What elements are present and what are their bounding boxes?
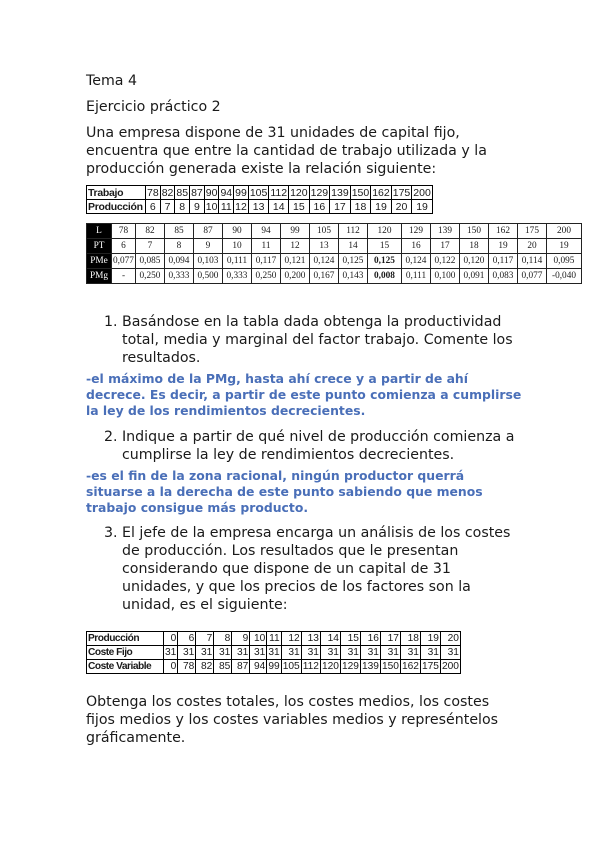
table-cell: 9 xyxy=(194,239,223,254)
table-cell: 0,124 xyxy=(402,254,431,269)
table-cell: 90 xyxy=(205,186,218,199)
text-line: considerando que dispone de un capital de 31 xyxy=(122,561,451,577)
table-cell: 11 xyxy=(220,200,232,213)
table-cell: 31 xyxy=(214,646,232,660)
table-cell: 17 xyxy=(380,632,400,646)
table-cell: 0,200 xyxy=(281,269,310,284)
table-cell: 12 xyxy=(281,632,301,646)
table-cell: 16 xyxy=(402,239,431,254)
table-cell: 0,167 xyxy=(310,269,339,284)
table-cell: 20 xyxy=(440,632,460,646)
table-cell: 82 xyxy=(161,186,174,199)
text-line: El jefe de la empresa encarga un análisis de los costes xyxy=(122,525,511,541)
table-cell: 16 xyxy=(309,200,330,214)
table-cell: 15 xyxy=(289,200,310,214)
table-cell: 31 xyxy=(178,646,196,660)
row-header: Trabajo xyxy=(87,186,146,200)
table-cell: 19 xyxy=(371,200,392,214)
table-cell: 0,122 xyxy=(431,254,460,269)
table-cell: 0,083 xyxy=(489,269,518,284)
text-line: Una empresa dispone de 31 unidades de capital fijo, xyxy=(86,125,460,141)
table-cell: 162 xyxy=(489,224,518,239)
table-cell: 15 xyxy=(340,632,360,646)
table-cell: 85 xyxy=(214,660,232,674)
table-cell: 78 xyxy=(147,186,159,199)
table-cell: 175 xyxy=(518,224,547,239)
table-cell: -0,040 xyxy=(547,269,582,284)
table-row xyxy=(87,186,433,200)
table-cell: 200 xyxy=(547,224,582,239)
table-cell: 7 xyxy=(160,200,175,214)
table-cell: 6 xyxy=(112,239,136,254)
table-cell: 99 xyxy=(281,224,310,239)
table-cell: 129 xyxy=(310,186,329,199)
row-header: L xyxy=(87,224,112,239)
table-cell: 82 xyxy=(136,224,165,239)
table-cell: 150 xyxy=(460,224,489,239)
table-cell: 10 xyxy=(205,200,218,213)
table-row xyxy=(87,239,582,254)
table-cell: 200 xyxy=(441,661,459,672)
table-cell: 85 xyxy=(176,186,189,199)
table-cell: 31 xyxy=(268,647,280,658)
table-cell: 0,100 xyxy=(431,269,460,284)
table-cell: 78 xyxy=(112,224,136,239)
question-number: 1. xyxy=(104,314,118,330)
question-number: 2. xyxy=(104,429,118,445)
table-cell: 94 xyxy=(252,224,281,239)
table-cell: 0,111 xyxy=(402,269,431,284)
table-row xyxy=(87,254,582,269)
question-2 xyxy=(104,428,524,464)
table-cell: 0,333 xyxy=(223,269,252,284)
text-line: situarse a la derecha de este punto sabiendo que menos xyxy=(86,484,483,499)
table-cell: 120 xyxy=(290,186,308,199)
closing-paragraph xyxy=(86,693,498,747)
table-cell: 129 xyxy=(402,224,431,239)
table-cell: 31 xyxy=(400,646,420,660)
table-cell: 31 xyxy=(320,646,340,660)
table-cell: 0,091 xyxy=(460,269,489,284)
table-cell: 0 xyxy=(164,632,178,646)
text-line: gráficamente. xyxy=(86,730,186,746)
table-cell: 14 xyxy=(320,632,340,646)
table-cell: 13 xyxy=(248,200,269,214)
table-cell: 31 xyxy=(301,646,320,660)
row-header: Producción xyxy=(87,200,146,214)
table-cell: 9 xyxy=(232,632,250,646)
table-cell: 10 xyxy=(223,239,252,254)
table-cell: 31 xyxy=(232,646,250,660)
question-3 xyxy=(104,524,524,614)
table-cell: 14 xyxy=(339,239,368,254)
table-cell: 0,124 xyxy=(310,254,339,269)
table-cell: 6 xyxy=(146,200,161,214)
table-cell: 105 xyxy=(310,224,339,239)
text-line: Obtenga los costes totales, los costes medios, los costes xyxy=(86,694,490,710)
table-cell: 175 xyxy=(421,661,439,672)
table-cell: 11 xyxy=(267,632,281,646)
table-cell: 0,333 xyxy=(165,269,194,284)
table-cell: 0,094 xyxy=(165,254,194,269)
table-cell: 14 xyxy=(269,200,289,214)
table-cell: 0,500 xyxy=(194,269,223,284)
table-cell: 0,111 xyxy=(223,254,252,269)
table-cell: 8 xyxy=(165,239,194,254)
table-cell: 31 xyxy=(196,646,214,660)
work-production-table xyxy=(86,185,433,214)
table-cell: 12 xyxy=(281,239,310,254)
text-line: Basándose en la tabla dada obtenga la productividad xyxy=(122,314,502,330)
answer-2 xyxy=(86,468,483,516)
table-cell: 7 xyxy=(196,632,214,646)
table-cell: 0,095 xyxy=(547,254,582,269)
text-line: fijos medios y los costes variables medios y represéntelos xyxy=(86,712,499,728)
table-cell: 31 xyxy=(440,646,460,660)
text-line: trabajo consigue más producto. xyxy=(86,500,309,515)
table-cell: 31 xyxy=(281,646,301,660)
text-line: encuentra que entre la cantidad de trabajo utilizada y la xyxy=(86,143,487,159)
table-cell: 78 xyxy=(178,660,196,674)
table-cell: 0,120 xyxy=(460,254,489,269)
table-cell: 31 xyxy=(340,646,360,660)
table-cell: 129 xyxy=(341,661,359,672)
topic-title: Tema 4 xyxy=(86,73,138,89)
table-cell: 112 xyxy=(270,186,288,199)
table-cell: 18 xyxy=(350,200,371,214)
table-cell: 99 xyxy=(268,661,280,672)
table-cell: 112 xyxy=(339,224,368,239)
text-line: resultados. xyxy=(122,350,201,366)
table-cell: 139 xyxy=(431,224,460,239)
table-cell: 0,085 xyxy=(136,254,165,269)
table-cell: 162 xyxy=(372,186,390,199)
table-cell: 16 xyxy=(360,632,380,646)
table-cell: 120 xyxy=(368,224,402,239)
table-row xyxy=(87,200,433,214)
table-cell: 139 xyxy=(331,186,349,199)
table-cell: 0,117 xyxy=(489,254,518,269)
row-header: Coste Variable xyxy=(87,660,164,674)
table-cell: 8 xyxy=(214,632,232,646)
table-cell: 17 xyxy=(431,239,460,254)
table-cell: 0,103 xyxy=(194,254,223,269)
table-cell: 120 xyxy=(321,661,339,672)
table-cell: 31 xyxy=(420,646,440,660)
row-header: Producción xyxy=(87,632,164,646)
table-cell: 20 xyxy=(518,239,547,254)
table-cell: 19 xyxy=(489,239,518,254)
table-cell: 0,250 xyxy=(252,269,281,284)
text-line: -es el fin de la zona racional, ningún productor querrá xyxy=(86,468,465,483)
table-cell: 87 xyxy=(232,660,250,674)
table-cell: 0,143 xyxy=(339,269,368,284)
table-cell: 175 xyxy=(392,186,411,199)
table-cell: 82 xyxy=(196,660,214,674)
text-line: total, media y marginal del factor trabajo. Comente los xyxy=(122,332,513,348)
table-cell: 31 xyxy=(360,646,380,660)
table-cell: 18 xyxy=(400,632,420,646)
table-cell: 7 xyxy=(136,239,165,254)
table-cell: 85 xyxy=(165,224,194,239)
table-cell: 139 xyxy=(361,661,379,672)
table-cell: 0,250 xyxy=(136,269,165,284)
table-cell: 0,008 xyxy=(368,269,402,284)
table-cell: 13 xyxy=(310,239,339,254)
row-header: Coste Fijo xyxy=(87,646,164,660)
table-cell: 18 xyxy=(460,239,489,254)
table-cell: 162 xyxy=(401,661,419,672)
table-cell: 9 xyxy=(190,200,205,214)
table-cell: 112 xyxy=(302,661,319,672)
table-cell: 0,117 xyxy=(252,254,281,269)
table-cell: 17 xyxy=(330,200,351,214)
text-line: la ley de los rendimientos decrecientes. xyxy=(86,403,366,418)
text-line: producción generada existe la relación siguiente: xyxy=(86,161,437,177)
question-number: 3. xyxy=(104,525,118,541)
table-row xyxy=(87,269,582,284)
table-cell: 6 xyxy=(178,632,196,646)
table-row xyxy=(87,632,461,646)
table-cell: 0,114 xyxy=(518,254,547,269)
question-1 xyxy=(104,313,524,367)
table-cell: 94 xyxy=(220,186,233,199)
table-cell: 87 xyxy=(191,186,203,199)
table-cell: 31 xyxy=(380,646,400,660)
table-cell: 8 xyxy=(175,200,190,214)
table-cell: 150 xyxy=(351,186,370,199)
table-row xyxy=(87,224,582,239)
table-cell: 0,077 xyxy=(518,269,547,284)
table-cell: 0,125 xyxy=(339,254,368,269)
table-cell: 87 xyxy=(194,224,223,239)
table-cell: 200 xyxy=(413,186,431,199)
row-header: PT xyxy=(87,239,112,254)
table-cell: 90 xyxy=(223,224,252,239)
table-cell: 105 xyxy=(249,186,268,199)
exercise-title: Ejercicio práctico 2 xyxy=(86,99,221,115)
table-cell: 94 xyxy=(250,660,267,674)
table-cell: 105 xyxy=(282,661,300,672)
text-line: cumplirse la ley de rendimientos decrecientes. xyxy=(122,447,455,463)
table-cell: 19 xyxy=(547,239,582,254)
text-line: unidad, es el siguiente: xyxy=(122,597,288,613)
table-cell: 20 xyxy=(391,200,412,214)
text-line: unidades, y que los precios de los factores son la xyxy=(122,579,471,595)
table-cell: 99 xyxy=(235,186,247,199)
table-cell: 31 xyxy=(165,647,177,658)
intro-paragraph xyxy=(86,124,487,178)
table-cell: - xyxy=(112,269,136,284)
text-line: de producción. Los resultados que le presentan xyxy=(122,543,459,559)
table-cell: 0,121 xyxy=(281,254,310,269)
table-cell: 10 xyxy=(250,632,267,646)
table-cell: 19 xyxy=(420,632,440,646)
text-line: -el máximo de la PMg, hasta ahí crece y a partir de ahí xyxy=(86,371,469,386)
text-line: decrece. Es decir, a partir de este punto comienza a cumplirse xyxy=(86,387,522,402)
table-cell: 0 xyxy=(164,660,178,674)
table-cell: 12 xyxy=(235,200,247,213)
row-header: PMg xyxy=(87,269,112,284)
row-header: PMe xyxy=(87,254,112,269)
answer-1 xyxy=(86,371,521,419)
table-cell: 0,125 xyxy=(368,254,402,269)
table-cell: 15 xyxy=(368,239,402,254)
table-cell: 31 xyxy=(250,646,267,660)
table-cell: 19 xyxy=(412,200,433,214)
table-cell: 150 xyxy=(381,661,399,672)
table-cell: 13 xyxy=(301,632,320,646)
text-line: Indique a partir de qué nivel de producción comienza a xyxy=(122,429,515,445)
table-row xyxy=(87,646,461,660)
costs-table xyxy=(86,631,461,674)
table-row xyxy=(87,660,461,674)
table-cell: 11 xyxy=(252,239,281,254)
productivity-table xyxy=(86,223,582,284)
table-cell: 0,077 xyxy=(112,254,136,269)
